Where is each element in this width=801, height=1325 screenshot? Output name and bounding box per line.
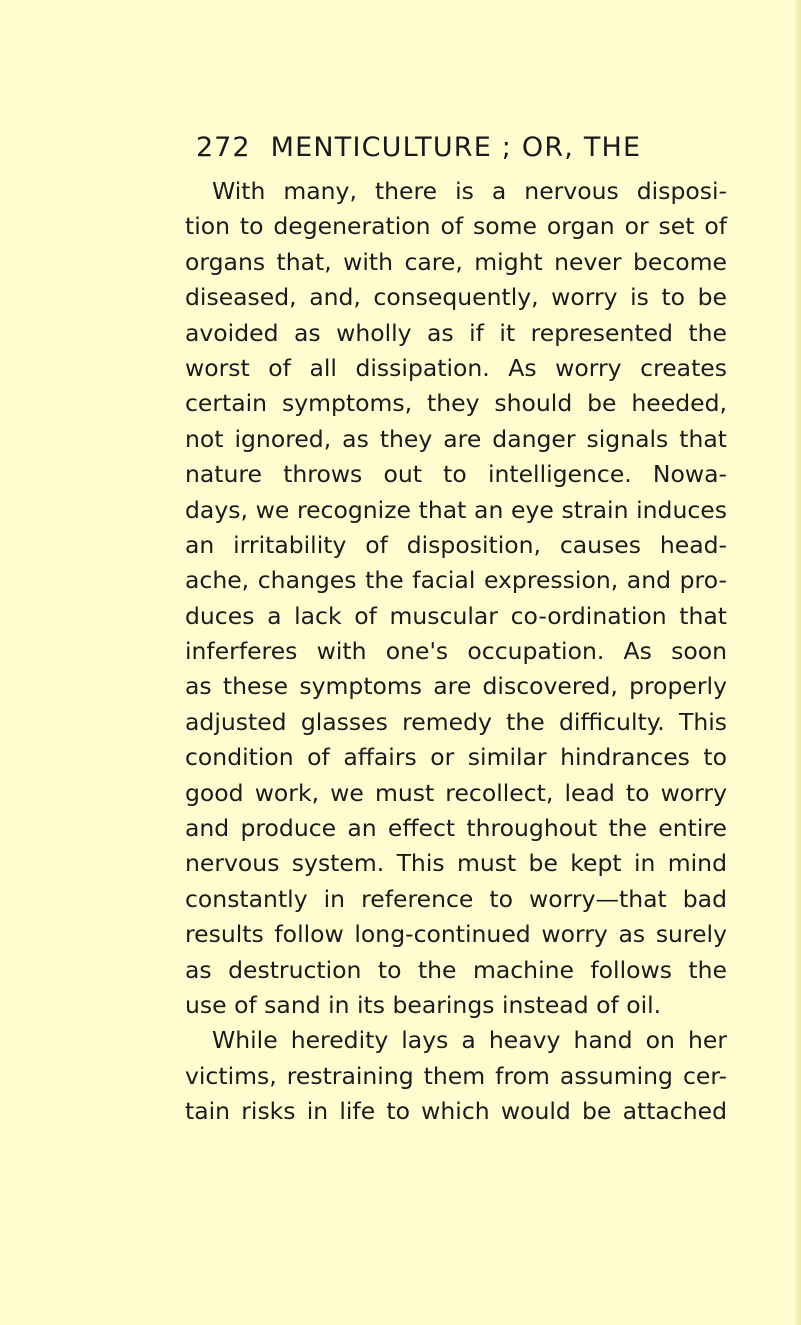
text-line: condition of affairs or similar hindrances to <box>185 743 727 772</box>
body-text <box>185 174 727 1130</box>
text-line: While heredity lays a heavy hand on her <box>212 1026 727 1055</box>
text-line: certain symptoms, they should be heeded, <box>185 389 727 418</box>
text-line: days, we recognize that an eye strain induces <box>185 495 727 524</box>
text-line: and produce an effect throughout the entire <box>185 814 727 843</box>
text-line: diseased, and, consequently, worry is to be <box>185 283 727 312</box>
page-edge <box>795 0 801 1325</box>
running-head <box>196 128 716 168</box>
text-line: nervous system. This must be kept in mind <box>185 849 727 878</box>
text-line: as destruction to the machine follows the <box>185 955 727 984</box>
page-number: 272 <box>196 132 251 163</box>
text-line: tain risks in life to which would be attached <box>185 1097 727 1126</box>
text-line: constantly in reference to worry—that bad <box>185 884 727 913</box>
text-line: With many, there is a nervous disposi- <box>212 177 727 205</box>
text-line: good work, we must recollect, lead to worry <box>185 778 727 807</box>
text-line: worst of all dissipation. As worry creates <box>185 353 727 382</box>
text-line: results follow long-continued worry as surely <box>185 920 727 949</box>
text-line: nature throws out to intelligence. Nowa- <box>185 460 727 489</box>
text-line: tion to degeneration of some organ or set of <box>185 212 727 241</box>
running-title: MENTICULTURE ; OR, THE <box>270 132 642 163</box>
text-line: avoided as wholly as if it represented the <box>185 318 727 347</box>
text-line: inferferes with one's occupation. As soon <box>185 637 727 666</box>
text-line: ache, changes the facial expression, and pro- <box>185 566 727 595</box>
text-line: duces a lack of muscular co-ordination that <box>185 601 727 630</box>
text-line: an irritability of disposition, causes head- <box>185 530 727 559</box>
text-line: organs that, with care, might never become <box>185 247 727 276</box>
text-line: use of sand in its bearings instead of oil. <box>185 990 662 1019</box>
text-line: victims, restraining them from assuming cer- <box>185 1061 727 1090</box>
text-line: not ignored, as they are danger signals that <box>185 424 727 453</box>
text-line: adjusted glasses remedy the difficulty. This <box>185 707 727 736</box>
text-line: as these symptoms are discovered, properly <box>185 672 727 701</box>
